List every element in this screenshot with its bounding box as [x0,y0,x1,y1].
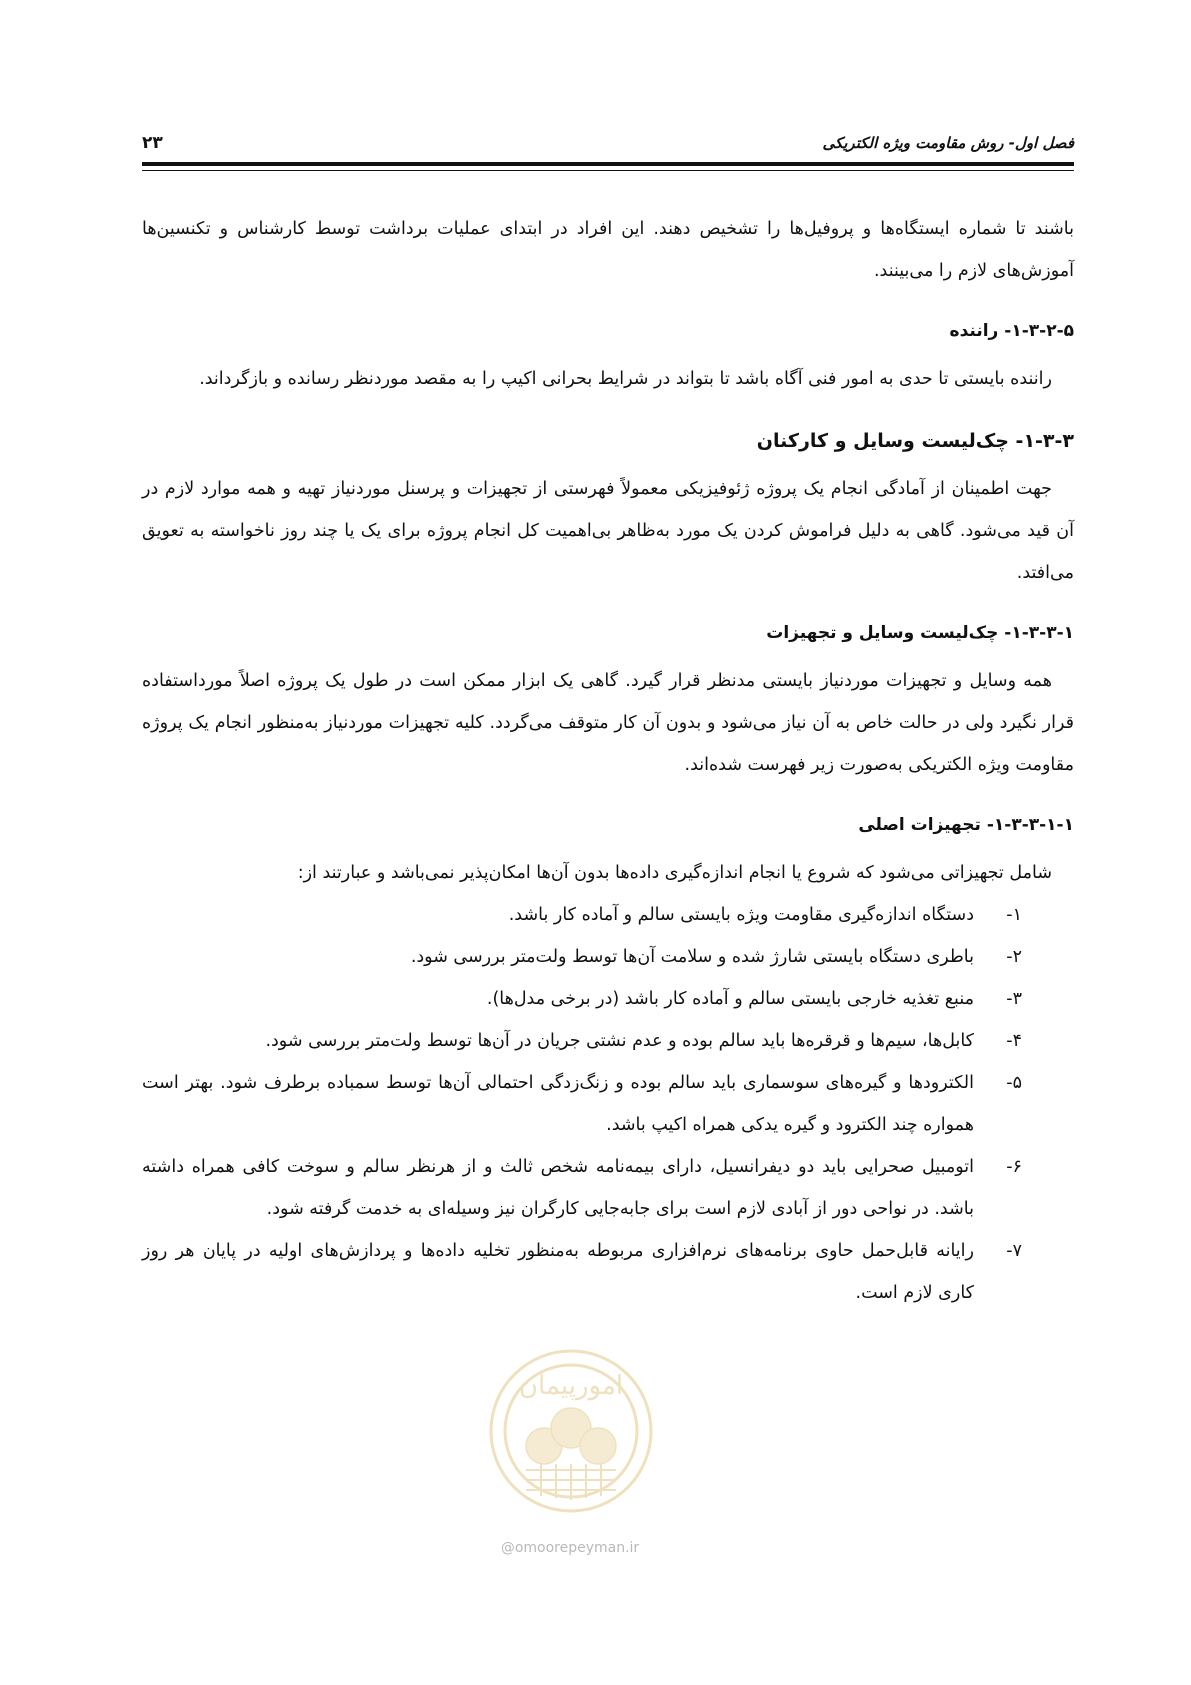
list-item [142,1230,1074,1314]
list-item-text: منبع تغذیه خارجی بایستی سالم و آماده کار باشد (در برخی مدل‌ها). [486,989,974,1009]
paragraph-equipment: همه وسایل و تجهیزات موردنیاز بایستی مدنظر قرار گیرد. گاهی یک ابزار ممکن است در طول یک پروژه اصلاً مورداستفاده قرار نگیرد ولی در حالت خاص به آن نیاز می‌شود و بدون آن کار متوقف می‌گردد. کلیه تجهیزات موردنیاز به‌منظور انجام یک پروژه مقاومت ویژه الکتریکی به‌صورت زیر فهرست شده‌اند. [142,671,1074,775]
watermark-site: @omoorepeyman.ir [500,1540,640,1556]
page-body [142,208,1074,1314]
list-item-text: باطری دستگاه بایستی شارژ شده و سلامت آن‌ها توسط ولت‌متر بررسی شود. [410,947,974,967]
heading-main-equipment: ۱-۳-۳-۱-۱- تجهیزات اصلی [858,815,1074,835]
heading-checklist: ۱-۳-۳- چک‌لیست وسایل و کارکنان [756,430,1074,452]
list-item [142,1062,1074,1146]
list-item [142,978,1074,1020]
list-item [142,1020,1074,1062]
page-header [142,128,1074,158]
heading-equipment-checklist: ۱-۳-۳-۱- چک‌لیست وسایل و تجهیزات [766,623,1074,643]
header-rule-thin [142,170,1074,171]
list-item-number: ۷- [1006,1241,1022,1261]
heading-driver: ۱-۳-۲-۵- راننده [949,321,1074,341]
running-title: فصل اول- روش مقاومت ویژه الکتریکی [822,134,1074,152]
page-number: ۲۳ [142,133,163,153]
paragraph-checklist: جهت اطمینان از آمادگی انجام یک پروژه ژئوفیزیکی معمولاً فهرستی از تجهیزات و پرسنل موردنیاز تهیه و همه موارد لازم در آن قید می‌شود. گاهی به دلیل فراموش کردن یک مورد به‌ظاهر بی‌اهمیت کل انجام پروژه برای یک یا چند روز ناخواسته به تعویق می‌افتد. [142,479,1074,583]
list-item-number: ۲- [1006,947,1022,967]
watermark-logo-text: امورپیمان [518,1371,624,1401]
equipment-list [142,894,1074,1314]
paragraph-driver: راننده بایستی تا حدی به امور فنی آگاه باشد تا بتواند در شرایط بحرانی اکیپ را به مقصد موردنظر رسانده و بازگرداند. [199,369,1052,389]
header-rule-thick [142,162,1074,166]
list-item-number: ۵- [1006,1073,1022,1093]
list-item-number: ۴- [1006,1031,1022,1051]
list-item-number: ۶- [1006,1157,1022,1177]
list-item-text: اتومبیل صحرایی باید دو دیفرانسیل، دارای بیمه‌نامه شخص ثالث و از هرنظر سالم و سوخت کافی همراه داشته باشد. در نواحی دور از آبادی لازم است برای جابه‌جایی کارگران نیز وسیله‌ای به خدمت گرفته شود. [142,1157,974,1219]
list-item-text: کابل‌ها، سیم‌ها و قرقره‌ها باید سالم بوده و عدم نشتی جریان در آن‌ها توسط ولت‌متر بررسی شود. [265,1031,974,1051]
paragraph-continuation: باشند تا شماره ایستگاه‌ها و پروفیل‌ها را تشخیص دهند. این افراد در ابتدای عملیات برداشت توسط کارشناس و تکنسین‌ها آموزش‌های لازم را می‌بینند. [142,219,1074,281]
list-item-number: ۱- [1006,905,1022,925]
list-item-text: دستگاه اندازه‌گیری مقاومت ویژه بایستی سالم و آماده کار باشد. [508,905,974,925]
paragraph-main-intro: شامل تجهیزاتی می‌شود که شروع یا انجام اندازه‌گیری داده‌ها بدون آن‌ها امکان‌پذیر نمی‌باشد و عبارتند از: [297,863,1052,883]
list-item [142,1146,1074,1230]
list-item-text: رایانه قابل‌حمل حاوی برنامه‌های نرم‌افزاری مربوطه به‌منظور تخلیه داده‌ها و پردازش‌های اولیه در پایان هر روز کاری لازم است. [142,1241,974,1303]
watermark-logo-icon [486,1346,656,1516]
list-item [142,894,1074,936]
list-item [142,936,1074,978]
list-item-number: ۳- [1006,989,1022,1009]
list-item-text: الکترودها و گیره‌های سوسماری باید سالم بوده و زنگ‌زدگی احتمالی آن‌ها توسط سمباده برطرف شود. بهتر است همواره چند الکترود و گیره یدکی همراه اکیپ باشد. [142,1073,974,1135]
